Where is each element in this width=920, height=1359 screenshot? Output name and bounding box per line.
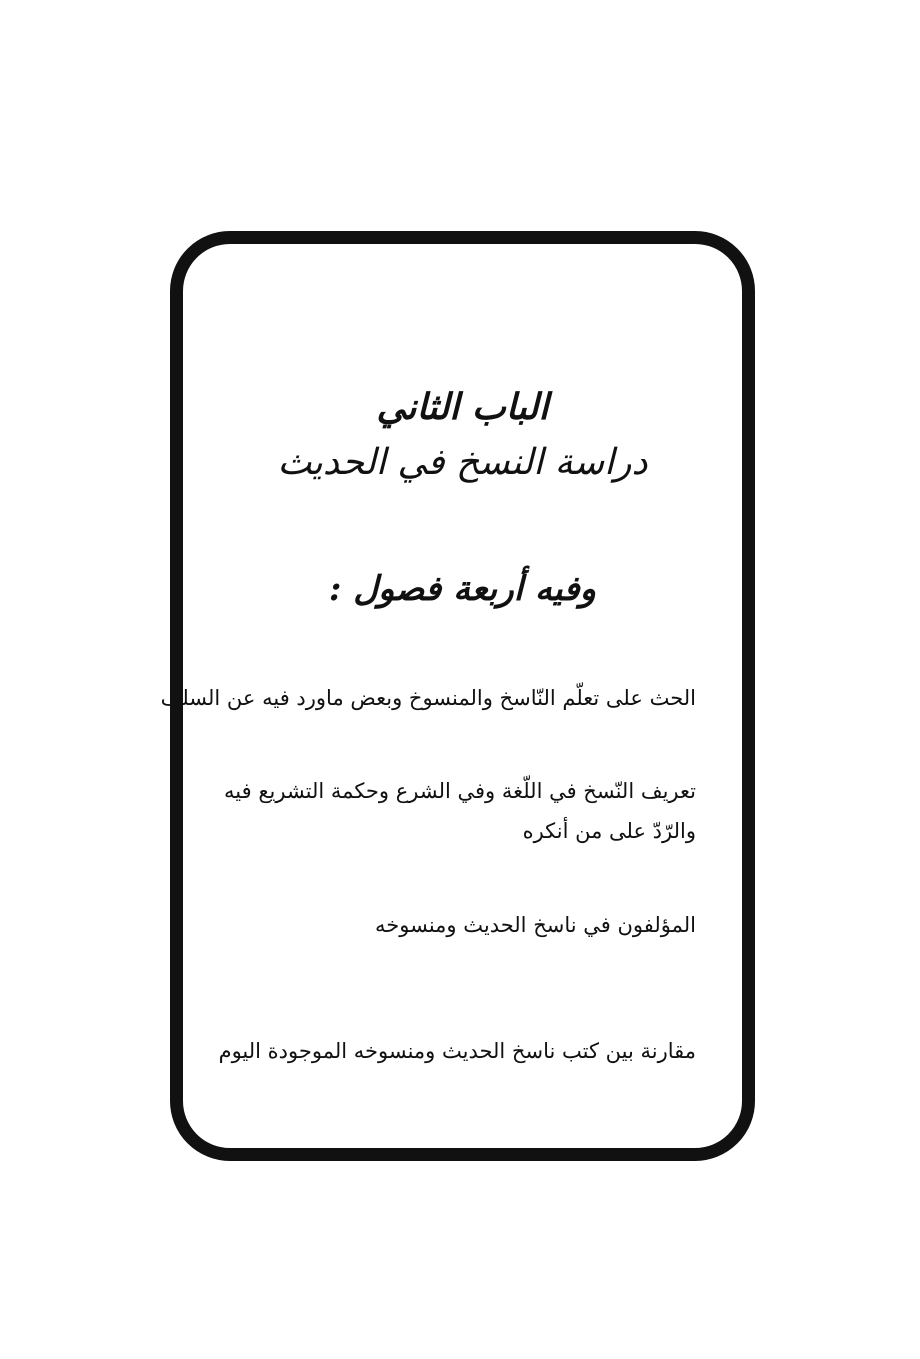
chapter-title: الباب الثاني [376, 386, 549, 428]
section-3: المؤلفون في ناسخ الحديث ومنسوخه [375, 913, 696, 937]
chapters-intro: وفيه أربعة فصول : [328, 569, 597, 609]
chapter-subtitle: دراسة النسخ في الحديث [277, 442, 648, 483]
section-1: الحث على تعلّم النّاسخ والمنسوخ وبعض ماورد فيه عن السلف [160, 686, 696, 710]
section-2-continuation: والرّدّ على من أنكره [522, 819, 696, 843]
section-4: مقارنة بين كتب ناسخ الحديث ومنسوخه الموجودة اليوم [218, 1039, 696, 1063]
page-border-frame [160, 231, 755, 1161]
section-2: تعريف النّسخ في اللّغة وفي الشرع وحكمة التشريع فيه [224, 779, 696, 803]
